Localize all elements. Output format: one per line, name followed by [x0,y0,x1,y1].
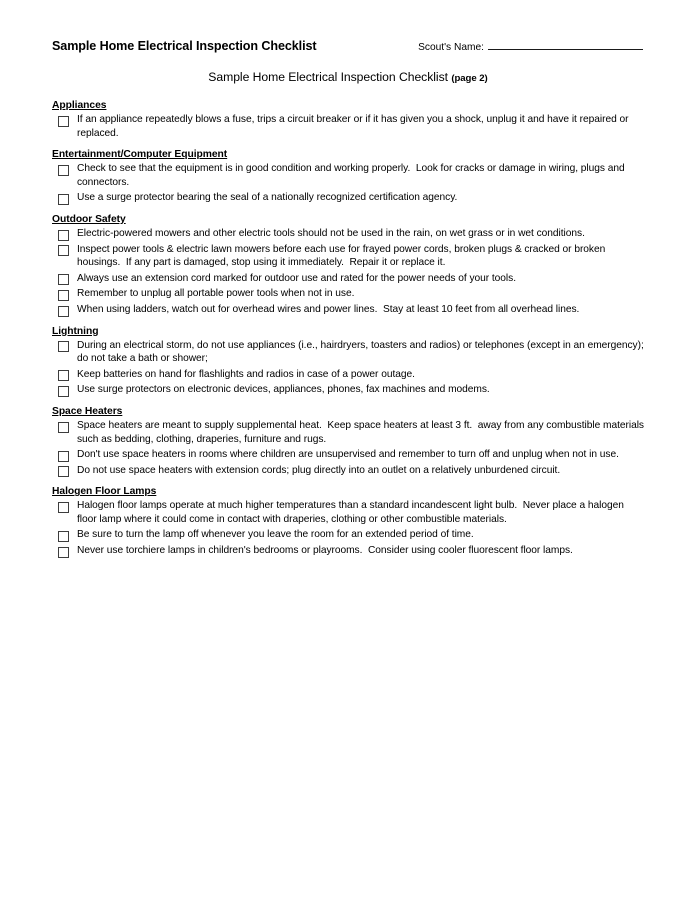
document-header [52,38,644,53]
checklist-item[interactable] [52,287,644,301]
checklist-item-label: Use a surge protector bearing the seal of a nationally recognized certification agency. [77,192,458,204]
checklist-item[interactable] [52,243,644,270]
section-heading: Space Heaters [52,405,123,417]
section-heading: Halogen Floor Lamps [52,486,157,498]
section-heading: Outdoor Safety [52,213,126,225]
checklist-item-label: Halogen floor lamps operate at much higher temperatures than a standard incandescent light bulb. Never place a halogen floor lamp where it could come in contact with draperies, clothing or other combustible materials. [77,500,627,525]
scout-name-input[interactable] [488,38,643,50]
checklist-item[interactable] [52,499,644,526]
checklist-item-label: Keep batteries on hand for flashlights and radios in case of a power outage. [77,368,415,380]
checklist-item-label: Use surge protectors on electronic devices, appliances, phones, fax machines and modems. [77,384,490,396]
checklist-item-label: Always use an extension cord marked for outdoor use and rated for the power needs of your tools. [77,272,517,284]
checkbox-icon[interactable] [58,531,69,542]
section-heading: Lightning [52,325,99,337]
checklist-section [52,399,647,477]
scout-name-field-group [418,38,644,53]
checklist-section [52,479,644,557]
checklist-items [52,162,644,205]
checklist-section [52,207,644,317]
checkbox-icon[interactable] [58,547,69,558]
checkbox-icon[interactable] [58,370,69,381]
checkbox-icon[interactable] [58,466,69,477]
checkbox-icon[interactable] [58,274,69,285]
checkbox-icon[interactable] [58,245,69,256]
checklist-item-label: Never use torchiere lamps in children's bedrooms or playrooms. Consider using cooler fluorescent floor lamps. [77,545,573,557]
section-heading: Appliances [52,100,107,111]
scout-name-label: Scout's Name: [418,42,484,53]
checklist-item[interactable] [52,162,644,189]
document-subtitle [52,70,644,84]
checklist-item[interactable] [52,272,644,286]
checklist-item[interactable] [52,368,644,382]
checklist-item[interactable] [52,419,647,446]
checklist-item-label: Do not use space heaters with extension cords; plug directly into an outlet on a relatively unburdened circuit. [77,464,561,476]
checklist-item-label: When using ladders, watch out for overhead wires and power lines. Stay at least 10 feet from all overhead lines. [77,303,580,315]
checklist-item-label: If an appliance repeatedly blows a fuse, trips a circuit breaker or if it has given you a shock, unplug it and have it repaired or replaced. [77,114,632,139]
checklist-item-label: Check to see that the equipment is in good condition and working properly. Look for cracks or damage in wiring, plugs and connectors. [77,163,628,188]
checklist-items [52,339,647,397]
checklist-item[interactable] [52,544,644,558]
checklist-item-label: Space heaters are meant to supply supplemental heat. Keep space heaters at least 3 ft. away from any combustible materials such as bedding, clothing, draperies, furniture and rugs. [77,419,647,445]
checklist-item[interactable] [52,448,644,462]
checklist-item-label: Be sure to turn the lamp off whenever you leave the room for an extended period of time. [77,529,474,541]
checklist-item[interactable] [52,339,647,366]
checklist-item-label: Remember to unplug all portable power tools when not in use. [77,288,355,300]
checklist-item-label: Electric-powered mowers and other electric tools should not be used in the rain, on wet grass or in wet conditions. [77,227,585,239]
checkbox-icon[interactable] [58,341,69,352]
checklist-item[interactable] [52,191,644,205]
checklist-item[interactable] [52,528,644,542]
checklist-items [52,113,644,140]
checkbox-icon[interactable] [58,290,69,301]
checklist-item[interactable] [52,464,644,478]
checkbox-icon[interactable] [58,116,69,127]
checkbox-icon[interactable] [58,422,69,433]
checklist-items [52,419,647,477]
checklist-section [52,142,644,205]
checkbox-icon[interactable] [58,194,69,205]
checklist-item[interactable] [52,113,644,140]
checkbox-icon[interactable] [58,502,69,513]
checklist-item[interactable] [52,227,644,241]
checkbox-icon[interactable] [58,230,69,241]
checkbox-icon[interactable] [58,386,69,397]
page-title: Sample Home Electrical Inspection Checklist [52,39,317,53]
page-number-marker: (page 2) [451,73,488,84]
checklist-body [52,95,647,558]
checklist-item-label: Don't use space heaters in rooms where children are unsupervised and remember to turn off and unplug when not in use. [77,449,619,461]
section-heading: Entertainment/Computer Equipment [52,149,228,161]
checklist-items [52,227,644,317]
checklist-item[interactable] [52,383,644,397]
checklist-section [52,319,647,397]
checkbox-icon[interactable] [58,451,69,462]
subtitle-text: Sample Home Electrical Inspection Checklist [208,70,452,84]
checklist-items [52,499,644,557]
checkbox-icon[interactable] [58,306,69,317]
checkbox-icon[interactable] [58,165,69,176]
checklist-item-label: During an electrical storm, do not use appliances (i.e., hairdryers, toasters and radios) or telephones (except in an emergency); do not take a bath or shower; [77,339,647,365]
checklist-section [52,95,644,140]
checklist-item-label: Inspect power tools & electric lawn mowers before each use for frayed power cords, broken plugs & cracked or broken housings. If any part is damaged, stop using it immediately. Repair it or replace it. [77,243,609,269]
checklist-item[interactable] [52,303,644,317]
